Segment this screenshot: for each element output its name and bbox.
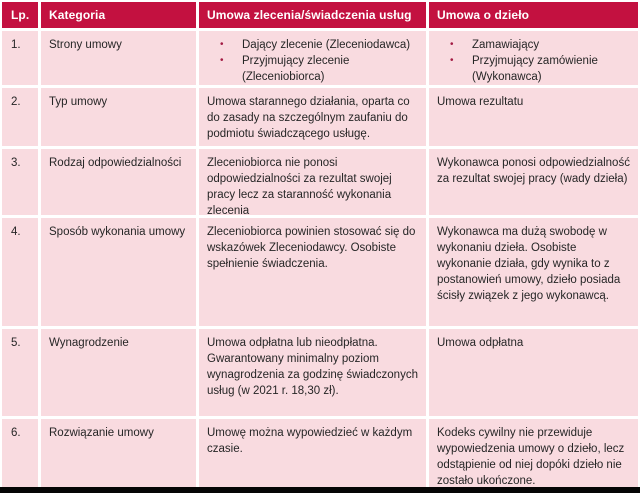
header-cell-umowa-o-dzielo: Umowa o dzieło: [429, 2, 638, 28]
list-item: [207, 53, 420, 85]
row3-zlecenie-cell: Zleceniobiorca nie ponosi odpowiedzialności za rezultat swojej pracy lecz za staranność wykonania zlecenia: [199, 149, 426, 215]
row2-number: 2.: [2, 88, 38, 146]
row4-category: Sposób wykonania umowy: [41, 218, 196, 326]
row4-zlecenie-cell: Zleceniobiorca powinien stosować się do wskazówek Zleceniodawcy. Osobiste spełnienie świadczenia.: [199, 218, 426, 326]
row6-number: 6.: [2, 419, 38, 487]
header-cell-umowa-zlecenia: Umowa zlecenia/świadczenia usług: [199, 2, 426, 28]
list-item: [437, 53, 632, 85]
row3-dzielo-cell: Wykonawca ponosi odpowiedzialność za rezultat swojej pracy (wady dzieła): [429, 149, 638, 215]
row5-category: Wynagrodzenie: [41, 329, 196, 416]
row2-zlecenie-cell: Umowa starannego działania, oparta co do zasady na szczególnym zaufaniu do podmiotu świadczącego usługę.: [199, 88, 426, 146]
row6-dzielo-cell: Kodeks cywilny nie przewiduje wypowiedzenia umowy o dzieło, lecz odstąpienie od niej dopóki dzieło nie zostało ukończone.: [429, 419, 638, 487]
row1-dzielo-cell: [429, 31, 638, 85]
bullet-icon: •: [450, 39, 454, 50]
bullet-icon: •: [220, 39, 224, 50]
row5-zlecenie-cell: Umowa odpłatna lub nieodpłatna. Gwarantowany minimalny poziom wynagrodzenia za godzinę świadczonych usług (w 2021 r. 18,30 zł).: [199, 329, 426, 416]
row5-number: 5.: [2, 329, 38, 416]
bottom-frame-bar: [0, 487, 640, 493]
list-item-text: Zamawiający: [472, 39, 540, 51]
row5-dzielo-cell: Umowa odpłatna: [429, 329, 638, 416]
bullet-icon: •: [450, 55, 454, 66]
row4-number: 4.: [2, 218, 38, 326]
row1-zlecenie-cell: [199, 31, 426, 85]
row3-number: 3.: [2, 149, 38, 215]
row4-dzielo-cell: Wykonawca ma dużą swobodę w wykonaniu dzieła. Osobiste wykonanie działa, gdy wynika to z postanowień umowy, dzieło posiada ścisły związek z jego wykonawcą.: [429, 218, 638, 326]
row2-category: Typ umowy: [41, 88, 196, 146]
row1-number: 1.: [2, 31, 38, 85]
row6-category: Rozwiązanie umowy: [41, 419, 196, 487]
row1-category: Strony umowy: [41, 31, 196, 85]
comparison-table: [2, 2, 638, 487]
row6-zlecenie-cell: Umowę można wypowiedzieć w każdym czasie.: [199, 419, 426, 487]
list-item-text: Przyjmujący zamówienie (Wykonawca): [472, 55, 598, 83]
list-item: [437, 37, 632, 53]
row2-dzielo-cell: Umowa rezultatu: [429, 88, 638, 146]
bullet-icon: •: [220, 55, 224, 66]
row3-category: Rodzaj odpowiedzialności: [41, 149, 196, 215]
header-cell-lp: Lp.: [2, 2, 38, 28]
header-cell-kategoria: Kategoria: [41, 2, 196, 28]
list-item-text: Przyjmujący zlecenie (Zleceniobiorca): [242, 55, 350, 83]
list-item: [207, 37, 420, 53]
list-item-text: Dający zlecenie (Zleceniodawca): [242, 39, 411, 51]
